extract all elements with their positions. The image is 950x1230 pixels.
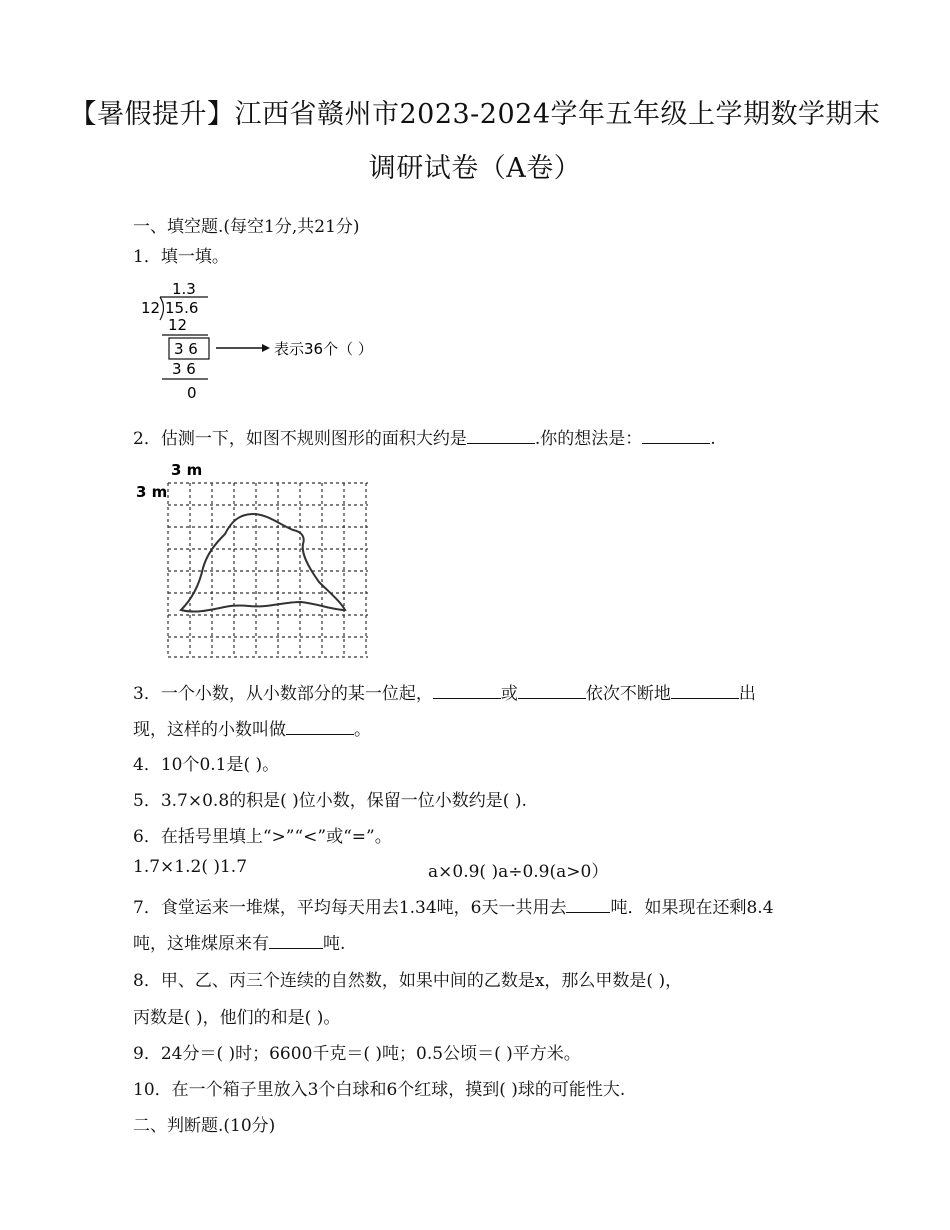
- division-step-2: 3 6: [172, 360, 196, 378]
- question-7-text-d: 吨.: [323, 934, 346, 954]
- question-3-line-2: [133, 715, 371, 740]
- division-quotient: 1.3: [172, 280, 196, 298]
- question-3-text-a: 3．一个小数，从小数部分的某一位起，: [133, 684, 433, 704]
- question-3-text-b: 或: [500, 684, 518, 704]
- question-7-text-b: 吨．如果现在还剩8.4: [610, 898, 774, 918]
- question-7-line-1: [133, 893, 774, 918]
- answer-blank[interactable]: [467, 429, 535, 444]
- question-2: [133, 424, 716, 449]
- question-6-left: 1.7×1.2( )1.7: [133, 857, 248, 877]
- division-divisor: 12: [141, 299, 161, 317]
- arrow-right-icon: [262, 344, 270, 352]
- division-dividend: 15.6: [165, 299, 199, 317]
- answer-blank[interactable]: [269, 934, 323, 949]
- section-2-heading: 二、判断题.(10分): [133, 1116, 276, 1136]
- answer-blank[interactable]: [286, 720, 354, 735]
- question-5: 5．3.7×0.8的积是( )位小数，保留一位小数约是( ).: [133, 791, 527, 811]
- division-remainder: 0: [187, 384, 197, 402]
- question-3-text-f: 。: [354, 720, 371, 740]
- question-1: 1．填一填。: [133, 247, 229, 267]
- question-7-text-a: 7．食堂运来一堆煤，平均每天用去1.34吨，6天一共用去: [133, 898, 567, 918]
- arrow-label: 表示36个（ ）: [274, 340, 373, 358]
- question-2-text-b: .你的想法是：: [534, 429, 643, 449]
- question-9: 9．24分＝( )时；6600千克＝( )吨；0.5公顷＝( )平方米。: [133, 1044, 581, 1064]
- division-boxed-digits: 3 6: [174, 340, 198, 358]
- answer-blank[interactable]: [642, 429, 710, 444]
- question-8-line-1: 8．甲、乙、丙三个连续的自然数，如果中间的乙数是x，那么甲数是( )，: [133, 971, 683, 991]
- long-division-figure: [138, 280, 408, 404]
- question-8-line-2: 丙数是( )，他们的和是( )。: [133, 1008, 341, 1028]
- page-subtitle: 调研试卷（A卷）: [368, 153, 582, 184]
- question-10: 10．在一个箱子里放入3个白球和6个红球，摸到( )球的可能性大.: [133, 1080, 626, 1100]
- question-7-line-2: [133, 929, 345, 954]
- question-3-line-1: [133, 679, 756, 704]
- irregular-shape: [181, 514, 345, 612]
- question-3-text-c: 依次不断地: [585, 684, 671, 704]
- division-step-1: 12: [168, 316, 188, 334]
- question-6: 6．在括号里填上“>”“<”或“=”。: [133, 827, 392, 847]
- page-title: 【暑假提升】江西省赣州市2023-2024学年五年级上学期数学期末: [69, 99, 881, 130]
- grid-side-label: 3 m: [136, 483, 168, 501]
- question-7-text-c: 吨，这堆煤原来有: [133, 934, 269, 954]
- question-3-text-d: 出: [738, 684, 756, 704]
- question-2-text-a: 2．估测一下，如图不规则图形的面积大约是: [133, 429, 467, 449]
- answer-blank[interactable]: [518, 684, 586, 699]
- question-4: 4．10个0.1是( )。: [133, 755, 280, 775]
- answer-blank[interactable]: [671, 684, 739, 699]
- question-3-text-e: 现，这样的小数叫做: [133, 720, 286, 740]
- grid-top-label: 3 m: [171, 461, 203, 479]
- answer-blank[interactable]: [566, 898, 610, 913]
- question-6-right: a×0.9( )a÷0.9(a>0）: [428, 862, 609, 882]
- answer-blank[interactable]: [433, 684, 501, 699]
- section-1-heading: 一、填空题.(每空1分,共21分): [133, 217, 360, 237]
- irregular-shape-grid: [133, 458, 373, 663]
- question-2-text-c: .: [710, 429, 716, 449]
